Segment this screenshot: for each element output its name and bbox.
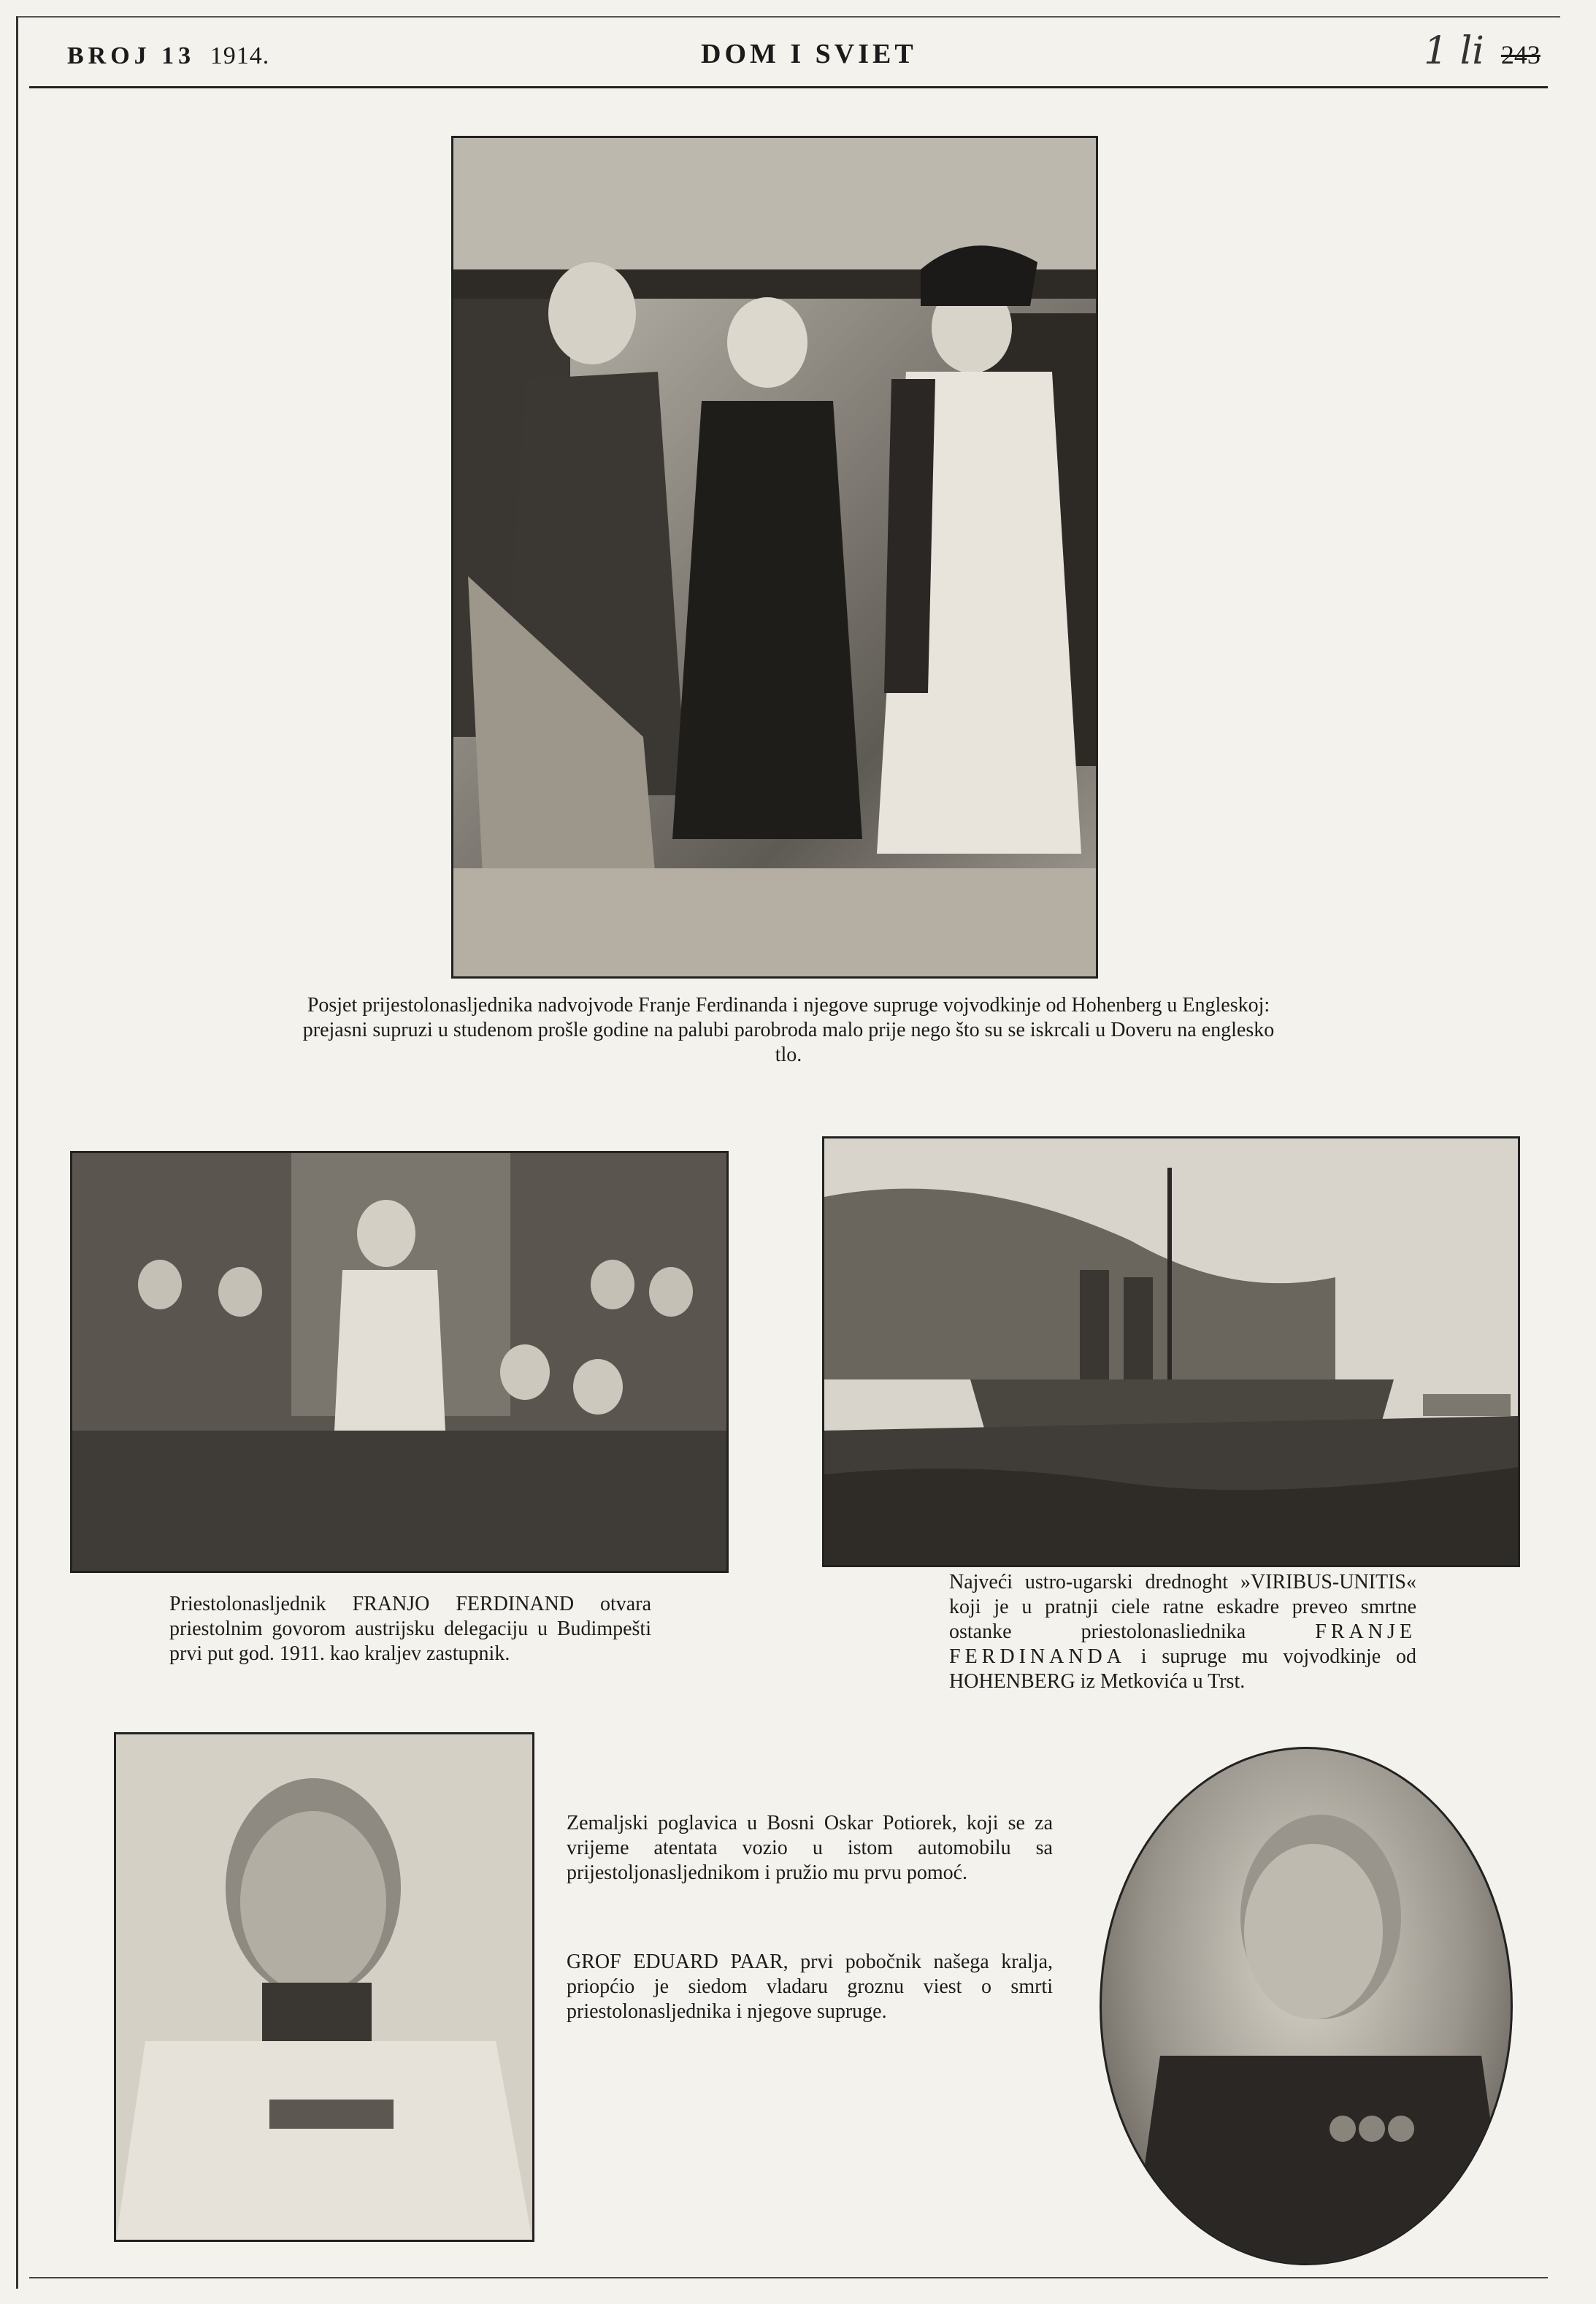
photo-portrait-figure <box>116 1734 532 2240</box>
caption-dreadnought-name: FRANJE FERDINANDA <box>949 1620 1416 1668</box>
caption-dreadnought <box>949 1570 1416 1694</box>
photo-paar-oval-portrait <box>1100 1747 1513 2265</box>
photo-dreadnought-viribus-unitis <box>822 1136 1520 1567</box>
photo-oval-figure <box>1102 1749 1511 2263</box>
magazine-title: DOM I SVIET <box>701 39 917 69</box>
page-number: 243 <box>1500 40 1541 69</box>
caption-paar-name: GROF EDUARD PAAR, <box>567 1951 789 1973</box>
photo-delegation-figures <box>72 1153 726 1571</box>
header-rule <box>29 86 1548 88</box>
caption-top: Posjet prijestolonasljednika nadvojvode Franje Ferdinanda i njegove supruge vojvodkinje od Hohenberg u Engleskoj: prejasni supruzi u studenom prošle godine na palubi parobroda malo prije nego što su se iskrcali u Doveru na englesko tlo. <box>302 994 1275 1066</box>
issue-number <box>67 42 269 70</box>
photo-delegation-budapest <box>70 1151 729 1573</box>
photo-ferdinand-couple-dover <box>451 136 1098 979</box>
photo-ship-scene <box>824 1138 1518 1565</box>
issue-label: BROJ 13 <box>67 42 196 69</box>
bottom-rule <box>29 2277 1548 2278</box>
photo-potiorek-portrait <box>114 1732 534 2242</box>
photo-figures <box>453 138 1096 976</box>
handwritten-note: 1 li <box>1424 29 1484 73</box>
page-number-area <box>1424 29 1541 73</box>
caption-paar-text: prvi pobočnik našega kralja, priopćio je siedom vladaru groznu viest o smrti priestolonasljednika i njegove supruge. <box>567 1951 1053 2023</box>
caption-dreadnought-part2: i supruge mu vojvodkinje od HOHENBERG iz Metkovića u Trst. <box>949 1645 1416 1693</box>
issue-year: 1914. <box>210 42 270 69</box>
caption-dreadnought-part1: Najveći ustro-ugarski drednoght »VIRIBUS-UNITIS« koji je u pratnji ciele ratne eskadre preveo smrtne ostanke priestolonasliednika <box>949 1571 1416 1643</box>
caption-delegation: Priestolonasljednik FRANJO FERDINAND otvara priestolnim govorom austrijsku delegaciju u Budimpešti prvi put god. 1911. kao kraljev zastupnik. <box>169 1593 651 1665</box>
caption-paar <box>567 1950 1053 2024</box>
caption-potiorek: Zemaljski poglavica u Bosni Oskar Potiorek, koji se za vrijeme atentata vozio u istom automobilu sa prijestoljonasljednikom i pružio mu prvu pomoć. <box>567 1812 1053 1884</box>
